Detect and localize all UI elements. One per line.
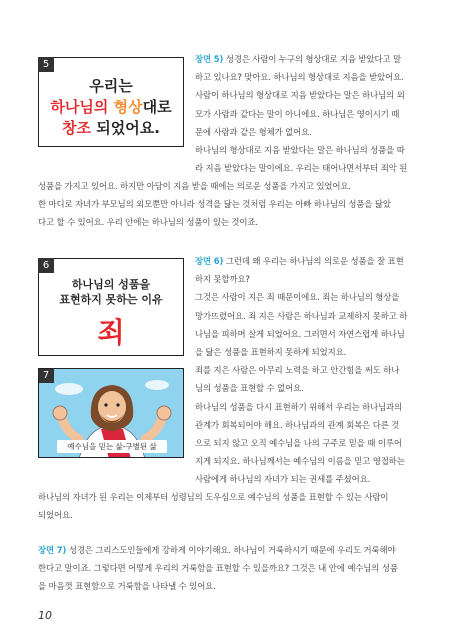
page-number: 10 [38, 609, 52, 622]
text-line: 그것은 사람이 지은 죄 때문이에요. 죄는 하나님의 형상을 [195, 292, 400, 303]
scene-6-paragraph-cont [38, 488, 438, 524]
figure-6-line1: 하나님의 성품을 [71, 278, 151, 291]
text-line: 죄를 지은 사람은 아무리 노력을 하고 안간힘을 써도 하나 [195, 365, 400, 376]
figure-5-line1: 우리는 [89, 77, 133, 95]
scene-6-paragraph [195, 252, 435, 489]
text-line: 나님을 피하며 살게 되었어요. 그러면서 자연스럽게 하나님 [195, 328, 405, 339]
text-line: 하나님의 성품을 다시 표현하기 위해서 우리는 하나님과의 [195, 401, 403, 412]
figure-6-line2: 표현하지 못하는 이유 [59, 293, 163, 306]
scene-7-lead: 장면 7) 성경은 그리스도인들에게 강하게 이야기해요. 하나님이 거룩하시기 때문에 우리도 거룩해야 [38, 545, 396, 555]
scene-6-label: 장면 6) [195, 256, 224, 266]
scene-6-lead: 장면 6) 그런데 왜 우리는 하나님의 의로운 성품을 잘 표현 [195, 256, 404, 266]
text-line: 지게 되지요. 하나님께서는 예수님의 이름을 믿고 영접하는 [195, 456, 405, 467]
figure-7-caption: 예수님을 믿는 삶-구별된 삶 [57, 440, 167, 453]
figure-6-title [39, 277, 183, 307]
text-line: 되었어요. [38, 510, 73, 521]
text-line: 하나님의 자녀가 된 우리는 이제부터 성령님의 도우심으로 예수님의 성품을 표현할 수 있는 사람이 [38, 492, 389, 502]
figure-7-card [38, 368, 184, 458]
figure-5-text [39, 76, 183, 139]
text-line: 하나님의 형상대로 지음 받았다는 말은 하나님의 성품을 따 [195, 145, 405, 156]
text-line: 을 닮은 성품을 표현하지 못하게 되었지요. [195, 347, 347, 358]
text-line: 하지 못할까요? [195, 274, 250, 285]
text-line: 님의 성품을 표현할 수 없어요. [195, 383, 304, 394]
figure-5-card [38, 57, 184, 147]
figure-6-sin-word: 죄 [97, 316, 125, 349]
text-line: 사람이 하나님의 형상대로 지음 받았다는 말은 하나님의 외 [195, 90, 405, 101]
text-line: 모가 사람과 같다는 말이 아니에요. 하나님은 영이시기 때 [195, 108, 400, 119]
text-line: 한다고 말이죠. 그렇다면 어떻게 우리의 거룩함을 표현할 수 있을까요? 그것은 내 안에 예수님의 성품 [38, 563, 398, 574]
text-line: 다고 할 수 있어요. 우리 안에는 하나님의 성품이 있는 것이죠. [38, 217, 258, 228]
text-line: 관계가 회복되어야 해요. 하나님과의 관계 회복은 다른 것 [195, 419, 400, 430]
figure-5-line2: 하나님의 형상대로 [50, 98, 172, 116]
figure-number-badge: 6 [38, 258, 54, 273]
scene-5-lead: 장면 5) 성경은 사람이 누구의 형상대로 지음 받았다고 말 [195, 54, 402, 64]
figure-5-line3: 창조 되었어요. [62, 119, 160, 137]
text-line: 문에 사람과 같은 형체가 없어요. [195, 126, 312, 137]
text-line: 하고 있나요? 맞아요. 하나님의 형상대로 지음을 받았어요. [195, 72, 404, 83]
figure-number-badge: 5 [38, 57, 54, 72]
text-line: 으로 되지 않고 오직 예수님을 나의 구주로 믿을 때 이루어 [195, 438, 402, 449]
text-line: 사람에게 하나님의 자녀가 되는 권세를 주셨어요. [195, 474, 371, 485]
text-line: 을 마음껏 표현함으로 거룩함을 나타낼 수 있어요. [38, 581, 216, 592]
scene-5-label: 장면 5) [195, 54, 224, 64]
figure-number-badge: 7 [38, 368, 54, 383]
text-line: 한 마디로 자녀가 부모님의 외모뿐만 아니라 성격을 닮는 것처럼 우리는 아빠 하나님의 성품을 닮았 [38, 199, 391, 210]
figure-6-card [38, 258, 184, 356]
scene-7-paragraph [38, 541, 438, 596]
scene-7-label: 장면 7) [38, 545, 67, 555]
text-line: 성품을 가지고 있어요. 하지만 아담이 지음 받을 때에는 의로운 성품을 가지고 있었어요. [38, 181, 351, 191]
scene-5-paragraph-cont [38, 177, 438, 232]
text-line: 라 지음 받았다는 말이에요. 우리는 태어나면서부터 죄악 된 [195, 163, 408, 174]
scene-5-paragraph [195, 50, 435, 177]
text-line: 망가뜨렸어요. 죄 지은 사람은 하나님과 교제하지 못하고 하 [195, 310, 408, 321]
